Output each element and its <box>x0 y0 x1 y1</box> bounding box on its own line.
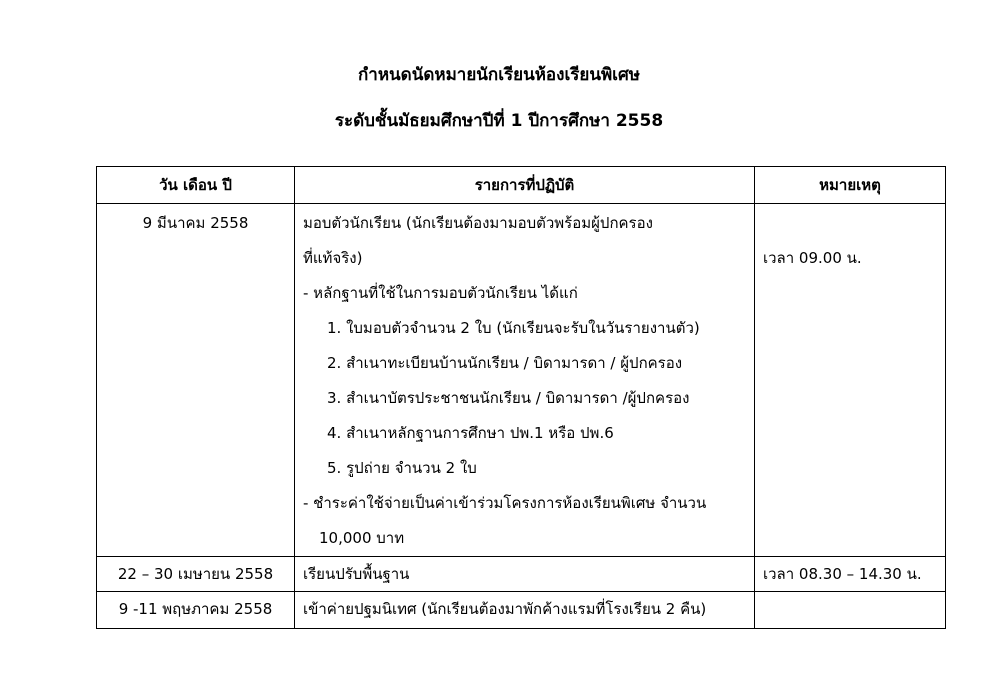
row-activity: เรียนปรับพื้นฐาน <box>303 565 410 583</box>
row-remark: เวลา 08.30 – 14.30 น. <box>763 565 922 583</box>
table-row <box>97 557 946 592</box>
evidence-heading: - หลักฐานที่ใช้ในการมอบตัวนักเรียน ได้แก่ <box>303 284 578 302</box>
payment-line: - ชำระค่าใช้จ่ายเป็นค่าเข้าร่วมโครงการห้องเรียนพิเศษ จำนวน <box>303 494 707 512</box>
row-activity-cell <box>295 204 755 557</box>
row-date-cell <box>97 557 295 592</box>
row-activity-cell <box>295 592 755 629</box>
document-subtitle: ระดับชั้นมัธยมศึกษาปีที่ 1 ปีการศึกษา 2558 <box>334 111 664 131</box>
table-row <box>97 204 946 557</box>
header-date: วัน เดือน ปี <box>97 167 295 204</box>
activity-line: ที่แท้จริง) <box>303 249 363 267</box>
row-date-cell <box>97 204 295 557</box>
header-activity: รายการที่ปฏิบัติ <box>295 167 755 204</box>
evidence-item: 3. สำเนาบัตรประชาชนนักเรียน / บิดามารดา /ผู้ปกครอง <box>327 389 690 407</box>
evidence-item: 5. รูปถ่าย จำนวน 2 ใบ <box>327 459 477 477</box>
row-date-cell <box>97 592 295 629</box>
row-remark-cell <box>755 204 946 557</box>
activity-line: มอบตัวนักเรียน (นักเรียนต้องมามอบตัวพร้อมผู้ปกครอง <box>303 214 653 232</box>
row-remark: เวลา 09.00 น. <box>763 249 862 267</box>
row-date: 9 มีนาคม 2558 <box>142 214 249 232</box>
document-title: กำหนดนัดหมายนักเรียนห้องเรียนพิเศษ <box>358 65 640 85</box>
payment-amount: 10,000 บาท <box>319 529 405 547</box>
evidence-item: 4. สำเนาหลักฐานการศึกษา ปพ.1 หรือ ปพ.6 <box>327 424 614 442</box>
row-remark-cell <box>755 592 946 629</box>
table-row <box>97 592 946 629</box>
row-remark-cell <box>755 557 946 592</box>
row-activity-cell <box>295 557 755 592</box>
row-date: 9 -11 พฤษภาคม 2558 <box>118 600 273 618</box>
evidence-item: 2. สำเนาทะเบียนบ้านนักเรียน / บิดามารดา / ผู้ปกครอง <box>327 354 683 372</box>
header-remark: หมายเหตุ <box>755 167 946 204</box>
row-date: 22 – 30 เมษายน 2558 <box>117 565 274 583</box>
row-activity: เข้าค่ายปฐมนิเทศ (นักเรียนต้องมาพักค้างแรมที่โรงเรียน 2 คืน) <box>303 600 707 618</box>
evidence-item: 1. ใบมอบตัวจำนวน 2 ใบ (นักเรียนจะรับในวันรายงานตัว) <box>327 319 700 337</box>
table-header-row <box>97 167 946 204</box>
row-remark <box>763 592 945 626</box>
schedule-table <box>96 166 946 629</box>
